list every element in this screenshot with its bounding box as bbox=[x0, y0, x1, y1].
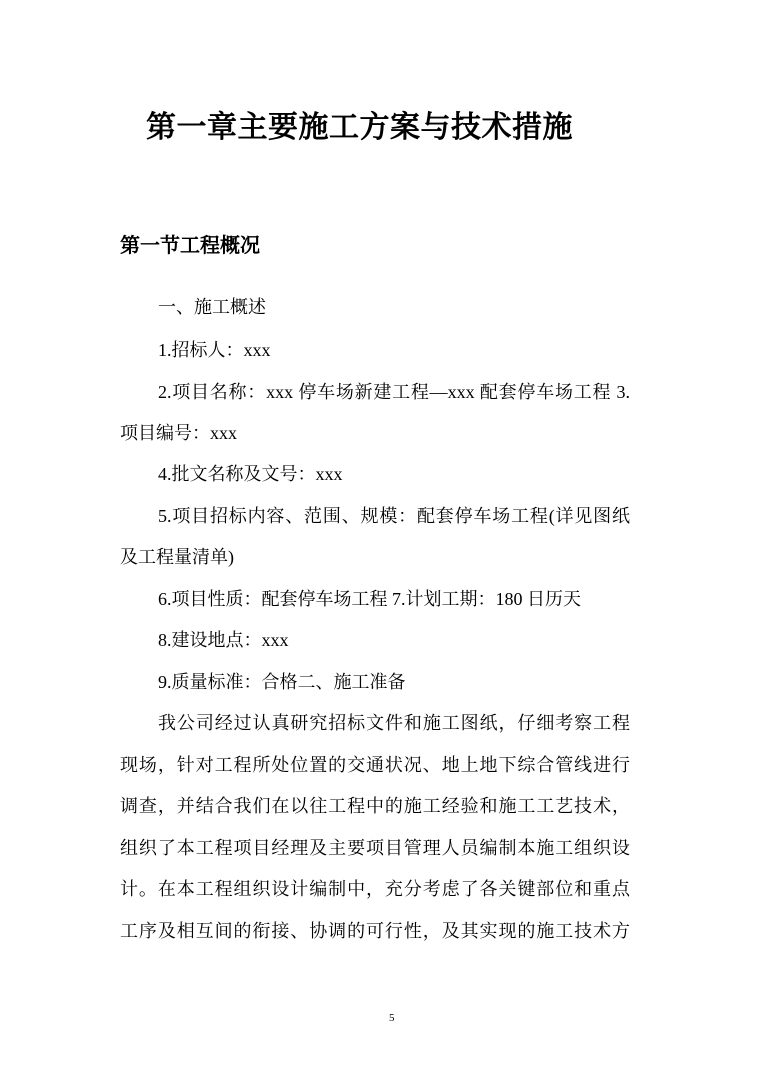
info-item: 6.项目性质：配套停车场工程 7.计划工期：180 日历天 bbox=[158, 589, 581, 609]
info-item: 9.质量标准：合格二、施工准备 bbox=[158, 672, 406, 692]
body-paragraph-line: 工序及相互间的衔接、协调的可行性，及其实现的施工技术方 bbox=[120, 921, 630, 941]
page-number: 5 bbox=[389, 1012, 395, 1024]
subsection-heading: 一、施工概述 bbox=[158, 297, 266, 317]
section-title: 第一节工程概况 bbox=[120, 235, 260, 257]
chapter-title: 第一章主要施工方案与技术措施 bbox=[146, 111, 573, 144]
body-paragraph-line: 现场，针对工程所处位置的交通状况、地上地下综合管线进行 bbox=[120, 755, 630, 775]
info-item: 1.招标人：xxx bbox=[158, 340, 271, 360]
info-item-continued: 项目编号：xxx bbox=[120, 423, 237, 443]
body-paragraph-line: 调查，并结合我们在以往工程中的施工经验和施工工艺技术， bbox=[120, 796, 630, 816]
info-item-continued: 及工程量清单) bbox=[120, 547, 234, 567]
body-paragraph-line: 计。在本工程组织设计编制中，充分考虑了各关键部位和重点 bbox=[120, 879, 630, 899]
info-item: 4.批文名称及文号：xxx bbox=[158, 464, 343, 484]
info-item: 2.项目名称：xxx 停车场新建工程—xxx 配套停车场工程 3. bbox=[158, 382, 630, 402]
body-paragraph-line: 组织了本工程项目经理及主要项目管理人员编制本施工组织设 bbox=[120, 838, 630, 858]
body-paragraph-line: 我公司经过认真研究招标文件和施工图纸，仔细考察工程 bbox=[158, 713, 630, 733]
info-item: 8.建设地点：xxx bbox=[158, 630, 289, 650]
info-item: 5.项目招标内容、范围、规模：配套停车场工程(详见图纸 bbox=[158, 506, 630, 526]
